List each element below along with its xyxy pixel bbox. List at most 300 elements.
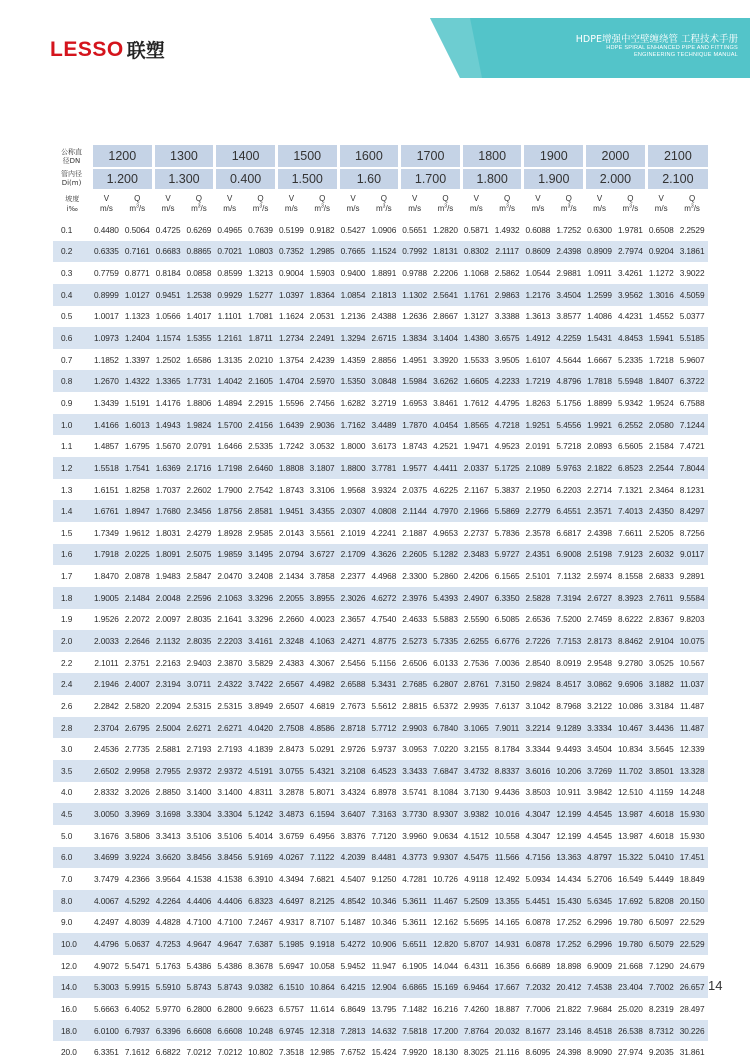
flow-header xyxy=(306,189,338,219)
flow-cell: 5.5869 xyxy=(494,506,520,517)
flow-cell: 4.9653 xyxy=(433,527,458,538)
velocity-cell: 0.9788 xyxy=(402,268,428,279)
slope-cell: 2.6 xyxy=(61,700,73,711)
velocity-header xyxy=(92,189,122,219)
flow-cell: 8.3678 xyxy=(248,960,273,971)
velocity-cell: 1.4857 xyxy=(94,441,119,452)
flow-cell: 7.7120 xyxy=(371,830,397,841)
velocity-cell: 2.1950 xyxy=(525,484,551,495)
velocity-cell: 1.6953 xyxy=(402,397,428,408)
flow-cell: 3.1861 xyxy=(679,246,705,257)
flow-cell: 19.780 xyxy=(618,917,643,928)
velocity-cell: 7.2813 xyxy=(340,1025,366,1036)
flow-cell: 5.4386 xyxy=(186,960,212,971)
table-row xyxy=(53,284,708,306)
flow-cell: 1.8131 xyxy=(433,246,458,257)
flow-cell: 2.8856 xyxy=(371,354,397,365)
velocity-cell: 4.6018 xyxy=(648,830,674,841)
velocity-header xyxy=(400,189,430,219)
flow-cell: 6.1565 xyxy=(494,571,520,582)
flow-cell: 3.6727 xyxy=(309,549,335,560)
velocity-cell: 8.2319 xyxy=(648,1003,674,1014)
velocity-cell: 3.6016 xyxy=(525,765,551,776)
flow-cell: 4.7100 xyxy=(186,917,212,928)
velocity-cell: 4.7156 xyxy=(525,852,551,863)
flow-cell: 8.8337 xyxy=(494,765,520,776)
flow-cell: 6.8323 xyxy=(248,895,273,906)
velocity-cell: 7.0212 xyxy=(217,1047,243,1058)
flow-cell: 3.2408 xyxy=(248,571,273,582)
velocity-cell: 2.6507 xyxy=(278,700,304,711)
flow-cell: 4.8311 xyxy=(248,787,273,798)
table-row xyxy=(53,1041,708,1063)
flow-cell: 11.566 xyxy=(495,852,520,863)
velocity-cell: 0.6683 xyxy=(155,246,181,257)
flow-cell: 4.4406 xyxy=(186,895,212,906)
inner-diameter-cell: 1.900 xyxy=(523,168,585,189)
velocity-cell: 2.0033 xyxy=(94,635,119,646)
velocity-cell: 6.0100 xyxy=(94,1025,119,1036)
velocity-cell: 4.9118 xyxy=(464,874,489,885)
velocity-cell: 2.6032 xyxy=(648,549,674,560)
velocity-cell: 1.6667 xyxy=(587,354,612,365)
flow-cell: 11.702 xyxy=(618,765,643,776)
flow-unit-base: m xyxy=(560,204,568,213)
flow-cell: 11.037 xyxy=(679,679,705,690)
velocity-cell: 3.3184 xyxy=(648,700,674,711)
flow-cell: 9.6623 xyxy=(248,1003,273,1014)
flow-cell: 12.492 xyxy=(494,874,520,885)
flow-cell: 6.5085 xyxy=(494,614,520,625)
flow-cell: 8.7968 xyxy=(556,700,582,711)
velocity-cell: 2.9824 xyxy=(525,679,551,690)
table-row xyxy=(53,435,708,457)
slope-cell: 1.1 xyxy=(61,441,73,452)
flow-unit xyxy=(368,204,400,214)
velocity-cell: 2.4907 xyxy=(463,592,489,603)
velocity-cell: 2.0375 xyxy=(402,484,428,495)
velocity-cell: 1.6761 xyxy=(94,506,119,517)
velocity-cell: 6.8649 xyxy=(340,1003,366,1014)
velocity-cell: 5.6663 xyxy=(94,1003,119,1014)
flow-cell: 18.130 xyxy=(433,1047,458,1058)
velocity-cell: 1.4704 xyxy=(278,376,304,387)
flow-cell: 12.318 xyxy=(309,1025,335,1036)
flow-cell: 2.9372 xyxy=(186,765,212,776)
flow-cell: 6.2800 xyxy=(186,1003,212,1014)
velocity-cell: 3.2878 xyxy=(278,787,304,798)
flow-cell: 5.7335 xyxy=(433,635,458,646)
velocity-cell: 4.3494 xyxy=(278,874,304,885)
velocity-cell: 2.3578 xyxy=(525,527,551,538)
velocity-cell: 1.0911 xyxy=(587,268,612,279)
velocity-cell: 0.8599 xyxy=(217,268,243,279)
velocity-cell: 1.6107 xyxy=(525,354,551,365)
flow-cell: 11.487 xyxy=(679,700,705,711)
velocity-cell: 1.5596 xyxy=(278,397,304,408)
flow-cell: 5.2860 xyxy=(433,571,458,582)
velocity-cell: 2.9104 xyxy=(648,635,674,646)
flow-unit xyxy=(183,204,215,214)
velocity-cell: 1.0854 xyxy=(340,289,366,300)
flow-unit xyxy=(553,204,585,214)
flow-cell: 3.4261 xyxy=(618,268,643,279)
flow-cell: 4.0808 xyxy=(371,506,397,517)
flow-cell: 3.0532 xyxy=(309,441,335,452)
flow-unit xyxy=(121,204,153,214)
flow-cell: 15.169 xyxy=(433,982,458,993)
flow-cell: 2.5335 xyxy=(248,441,273,452)
flow-unit-tail: /s xyxy=(200,204,207,213)
flow-cell: 5.5948 xyxy=(618,376,643,387)
nominal-diameter-cell: 1400 xyxy=(215,145,277,168)
velocity-cell: 2.3300 xyxy=(402,571,428,582)
velocity-cell: 4.4406 xyxy=(217,895,243,906)
flow-cell: 3.7781 xyxy=(371,462,397,473)
velocity-cell: 5.2706 xyxy=(587,874,612,885)
velocity-cell: 2.4383 xyxy=(278,657,304,668)
flow-cell: 7.2467 xyxy=(248,917,273,928)
velocity-cell: 6.0878 xyxy=(525,917,551,928)
flow-cell: 12.985 xyxy=(309,1047,335,1058)
flow-cell: 17.200 xyxy=(433,1025,458,1036)
flow-cell: 1.7081 xyxy=(248,311,273,322)
flow-cell: 7.0220 xyxy=(433,744,458,755)
flow-cell: 6.6608 xyxy=(186,1025,212,1036)
flow-cell: 5.3837 xyxy=(494,484,520,495)
velocity-cell: 1.4552 xyxy=(648,311,674,322)
flow-cell: 4.5292 xyxy=(124,895,150,906)
velocity-cell: 9.2035 xyxy=(648,1047,674,1058)
velocity-cell: 2.5456 xyxy=(340,657,366,668)
flow-cell: 14.434 xyxy=(556,874,582,885)
velocity-cell: 2.3976 xyxy=(402,592,428,603)
flow-cell: 2.7735 xyxy=(124,744,150,755)
velocity-header xyxy=(461,189,491,219)
flow-cell: 2.4279 xyxy=(186,527,212,538)
flow-cell: 7.3194 xyxy=(556,592,582,603)
flow-cell: 4.4795 xyxy=(494,397,520,408)
flow-cell: 6.4052 xyxy=(124,1003,150,1014)
flow-cell: 3.4489 xyxy=(371,419,397,430)
inner-diameter-cell: 1.300 xyxy=(153,168,215,189)
flow-unit-exponent: 3 xyxy=(505,203,509,210)
flow-cell: 4.7218 xyxy=(494,419,520,430)
flow-cell: 0.8771 xyxy=(124,268,150,279)
flow-cell: 2.5075 xyxy=(186,549,212,560)
flow-cell: 6.7937 xyxy=(124,1025,150,1036)
slope-cell: 0.7 xyxy=(61,354,73,365)
velocity-cell: 2.5273 xyxy=(402,635,428,646)
flow-cell: 5.8071 xyxy=(309,787,335,798)
flow-cell: 5.3431 xyxy=(371,679,397,690)
velocity-cell: 1.7918 xyxy=(94,549,119,560)
velocity-cell: 1.2636 xyxy=(402,311,428,322)
velocity-cell: 2.3571 xyxy=(587,506,612,517)
flow-cell: 5.9763 xyxy=(556,462,582,473)
nominal-diameter-cell: 1800 xyxy=(461,145,523,168)
flow-symbol: Q xyxy=(257,194,264,203)
velocity-cell: 2.1089 xyxy=(525,462,551,473)
velocity-cell: 0.8302 xyxy=(463,246,489,257)
velocity-header xyxy=(338,189,368,219)
velocity-unit: m/s xyxy=(284,204,298,213)
velocity-cell: 2.0143 xyxy=(278,527,304,538)
velocity-cell: 1.7037 xyxy=(155,484,181,495)
inner-diameter-cell: 2.100 xyxy=(646,168,708,189)
flow-cell: 10.558 xyxy=(494,830,520,841)
velocity-cell: 2.1822 xyxy=(587,462,612,473)
velocity-cell: 4.3047 xyxy=(525,809,551,820)
flow-cell: 2.1484 xyxy=(124,592,150,603)
velocity-cell: 2.3483 xyxy=(463,549,489,560)
velocity-cell: 1.1761 xyxy=(463,289,489,300)
velocity-cell: 1.9859 xyxy=(217,549,243,560)
flow-cell: 4.4968 xyxy=(371,571,397,582)
velocity-cell: 1.0973 xyxy=(94,333,119,344)
flow-cell: 4.6819 xyxy=(309,700,335,711)
manual-subtitle-line2: ENGINEERING TECHNIQUE MANUAL xyxy=(633,52,738,58)
flow-cell: 11.487 xyxy=(679,722,705,733)
velocity-cell: 2.8761 xyxy=(463,679,489,690)
velocity-cell: 1.2599 xyxy=(587,289,612,300)
velocity-cell: 1.8743 xyxy=(278,484,304,495)
flow-cell: 3.8456 xyxy=(186,852,212,863)
flow-cell: 30.226 xyxy=(679,1025,705,1036)
flow-cell: 6.8978 xyxy=(371,787,397,798)
flow-cell: 7.7153 xyxy=(556,635,582,646)
velocity-cell: 2.8540 xyxy=(525,657,551,668)
table-row xyxy=(53,673,708,695)
flow-cell: 26.657 xyxy=(679,982,705,993)
slope-label xyxy=(53,189,92,219)
velocity-cell: 4.8542 xyxy=(340,895,366,906)
velocity-cell: 1.8091 xyxy=(155,549,181,560)
flow-cell: 3.3296 xyxy=(248,592,273,603)
velocity-cell: 2.6536 xyxy=(525,614,551,625)
flow-cell: 5.1242 xyxy=(248,809,273,820)
velocity-cell: 3.1400 xyxy=(217,787,243,798)
velocity-cell: 3.1698 xyxy=(155,809,181,820)
flow-cell: 3.1404 xyxy=(433,333,458,344)
flow-cell: 4.7540 xyxy=(371,614,397,625)
velocity-cell: 2.2605 xyxy=(402,549,428,560)
velocity-cell: 6.3351 xyxy=(94,1047,119,1058)
velocity-cell: 1.7900 xyxy=(217,484,243,495)
flow-cell: 16.356 xyxy=(494,960,520,971)
velocity-cell: 2.2094 xyxy=(155,700,181,711)
flow-cell: 9.1250 xyxy=(371,874,397,885)
flow-cell: 3.5806 xyxy=(124,830,150,841)
flow-cell: 8.1084 xyxy=(433,787,458,798)
flow-cell: 9.0634 xyxy=(433,830,458,841)
flow-cell: 5.8743 xyxy=(186,982,212,993)
flow-unit-exponent: 3 xyxy=(321,203,324,210)
flow-header xyxy=(121,189,153,219)
flow-cell: 1.1524 xyxy=(371,246,397,257)
slope-cell: 12.0 xyxy=(61,960,77,971)
flow-cell: 13.355 xyxy=(494,895,520,906)
flow-cell: 7.0212 xyxy=(186,1047,212,1058)
velocity-cell: 4.7253 xyxy=(155,938,181,949)
velocity-cell: 2.9935 xyxy=(463,700,489,711)
velocity-cell: 3.3344 xyxy=(525,744,551,755)
flow-cell: 11.614 xyxy=(310,1003,335,1014)
flow-cell: 4.6225 xyxy=(433,484,458,495)
flow-cell: 11.947 xyxy=(371,960,396,971)
banner-text-block xyxy=(576,31,738,59)
table-row xyxy=(53,782,708,804)
velocity-cell: 1.4943 xyxy=(155,419,181,430)
velocity-cell: 3.1882 xyxy=(648,679,674,690)
velocity-cell: 2.3194 xyxy=(155,679,181,690)
flow-unit-base: m xyxy=(129,204,137,213)
slope-cell: 10.0 xyxy=(61,938,77,949)
velocity-cell: 3.7130 xyxy=(463,787,489,798)
flow-cell: 2.2646 xyxy=(124,635,150,646)
velocity-cell: 0.7021 xyxy=(217,246,243,257)
velocity-cell: 3.8456 xyxy=(217,852,243,863)
slope-cell: 0.6 xyxy=(61,333,73,344)
table-row xyxy=(53,955,708,977)
flow-cell: 4.2233 xyxy=(494,376,520,387)
velocity-cell: 4.6018 xyxy=(648,809,674,820)
velocity-cell: 1.8407 xyxy=(648,376,674,387)
flow-cell: 4.3626 xyxy=(371,549,397,560)
velocity-cell: 6.0878 xyxy=(525,938,551,949)
flow-cell: 5.9915 xyxy=(124,982,150,993)
flow-cell: 22.529 xyxy=(679,917,705,928)
flow-cell: 2.6271 xyxy=(186,722,212,733)
flow-cell: 4.0420 xyxy=(248,722,273,733)
flow-cell: 2.9036 xyxy=(309,419,335,430)
flow-unit-exponent: 3 xyxy=(197,203,201,210)
velocity-cell: 7.5818 xyxy=(402,1025,428,1036)
flow-cell: 14.044 xyxy=(433,960,458,971)
flow-cell: 4.8039 xyxy=(124,917,150,928)
velocity-cell: 2.0048 xyxy=(155,592,181,603)
velocity-cell: 3.5741 xyxy=(402,787,428,798)
flow-cell: 2.1117 xyxy=(495,246,519,257)
velocity-cell: 4.7281 xyxy=(402,874,428,885)
flow-unit xyxy=(245,204,277,214)
velocity-cell: 1.1101 xyxy=(217,311,242,322)
velocity-cell: 0.9004 xyxy=(278,268,304,279)
velocity-cell: 1.3127 xyxy=(463,311,489,322)
velocity-cell: 1.9251 xyxy=(525,419,551,430)
flow-cell: 3.5106 xyxy=(186,830,212,841)
flow-cell: 6.6776 xyxy=(494,635,520,646)
flow-header xyxy=(553,189,585,219)
velocity-cell: 2.9903 xyxy=(402,722,428,733)
velocity-cell: 7.7002 xyxy=(648,982,674,993)
flow-cell: 9.6906 xyxy=(618,679,643,690)
flow-cell: 17.667 xyxy=(494,982,520,993)
slope-cell: 4.5 xyxy=(61,809,73,820)
velocity-cell: 3.1065 xyxy=(463,722,489,733)
velocity-cell: 6.4215 xyxy=(340,982,366,993)
velocity-cell: 4.6497 xyxy=(278,895,304,906)
flow-cell: 3.9505 xyxy=(494,354,520,365)
flow-cell: 2.4388 xyxy=(371,311,397,322)
flow-unit-exponent: 3 xyxy=(136,203,139,210)
velocity-cell: 2.1063 xyxy=(217,592,243,603)
velocity-cell: 1.3135 xyxy=(217,354,243,365)
nominal-diameter-row xyxy=(53,145,708,168)
velocity-cell: 0.9204 xyxy=(648,246,674,257)
table-row xyxy=(53,998,708,1020)
velocity-cell: 2.7673 xyxy=(340,700,366,711)
flow-unit-tail: /s xyxy=(632,204,639,213)
flow-cell: 3.3969 xyxy=(124,809,150,820)
velocity-symbol: V xyxy=(596,194,603,203)
slope-cell: 1.6 xyxy=(61,549,73,560)
velocity-cell: 2.4351 xyxy=(525,549,551,560)
flow-cell: 4.5059 xyxy=(679,289,705,300)
velocity-cell: 1.0017 xyxy=(94,311,119,322)
flow-header xyxy=(245,189,277,219)
velocity-cell: 0.7665 xyxy=(340,246,366,257)
table-row xyxy=(53,803,708,825)
flow-unit-exponent: 3 xyxy=(690,203,694,210)
flow-cell: 3.5561 xyxy=(309,527,335,538)
flow-cell: 7.6137 xyxy=(494,700,520,711)
velocity-cell: 0.9929 xyxy=(217,289,243,300)
velocity-cell: 2.7955 xyxy=(155,765,181,776)
velocity-cell: 8.7312 xyxy=(648,1025,674,1036)
flow-cell: 3.5829 xyxy=(248,657,273,668)
flow-cell: 13.987 xyxy=(618,830,643,841)
flow-header xyxy=(368,189,400,219)
velocity-cell: 2.1584 xyxy=(648,441,674,452)
velocity-cell: 1.3834 xyxy=(402,333,428,344)
velocity-cell: 2.5101 xyxy=(525,571,551,582)
flow-cell: 15.430 xyxy=(556,895,582,906)
velocity-cell: 5.1487 xyxy=(340,917,366,928)
flow-cell: 20.032 xyxy=(494,1025,520,1036)
flow-cell: 8.3923 xyxy=(618,592,643,603)
flow-unit-exponent: 3 xyxy=(444,203,448,210)
inner-diameter-label xyxy=(53,168,92,189)
inner-diameter-label-line2: Di(m) xyxy=(61,178,82,187)
flow-cell: 5.1725 xyxy=(494,462,520,473)
table-row xyxy=(53,327,708,349)
flow-cell: 13.328 xyxy=(679,765,705,776)
slope-cell: 0.3 xyxy=(61,268,73,279)
flow-cell: 8.4481 xyxy=(371,852,397,863)
flow-cell: 2.5862 xyxy=(494,268,520,279)
flow-cell: 2.7193 xyxy=(186,744,212,755)
flow-cell: 12.339 xyxy=(679,744,705,755)
slope-cell: 2.4 xyxy=(61,679,73,690)
velocity-cell: 5.4272 xyxy=(340,938,366,949)
flow-cell: 2.7974 xyxy=(618,246,643,257)
velocity-cell: 4.7100 xyxy=(217,917,243,928)
flow-cell: 7.9123 xyxy=(618,549,643,560)
velocity-cell: 2.5881 xyxy=(155,744,181,755)
flow-cell: 7.1244 xyxy=(679,419,705,430)
velocity-cell: 1.7219 xyxy=(525,376,551,387)
velocity-cell: 2.3248 xyxy=(278,635,304,646)
velocity-cell: 6.9745 xyxy=(278,1025,304,1036)
table-row xyxy=(53,241,708,263)
flow-cell: 4.4982 xyxy=(309,679,335,690)
velocity-cell: 2.7536 xyxy=(463,657,489,668)
flow-symbol: Q xyxy=(503,194,511,203)
nominal-diameter-cell: 1700 xyxy=(400,145,462,168)
flow-cell: 2.5847 xyxy=(186,571,212,582)
velocity-cell: 5.8743 xyxy=(217,982,243,993)
